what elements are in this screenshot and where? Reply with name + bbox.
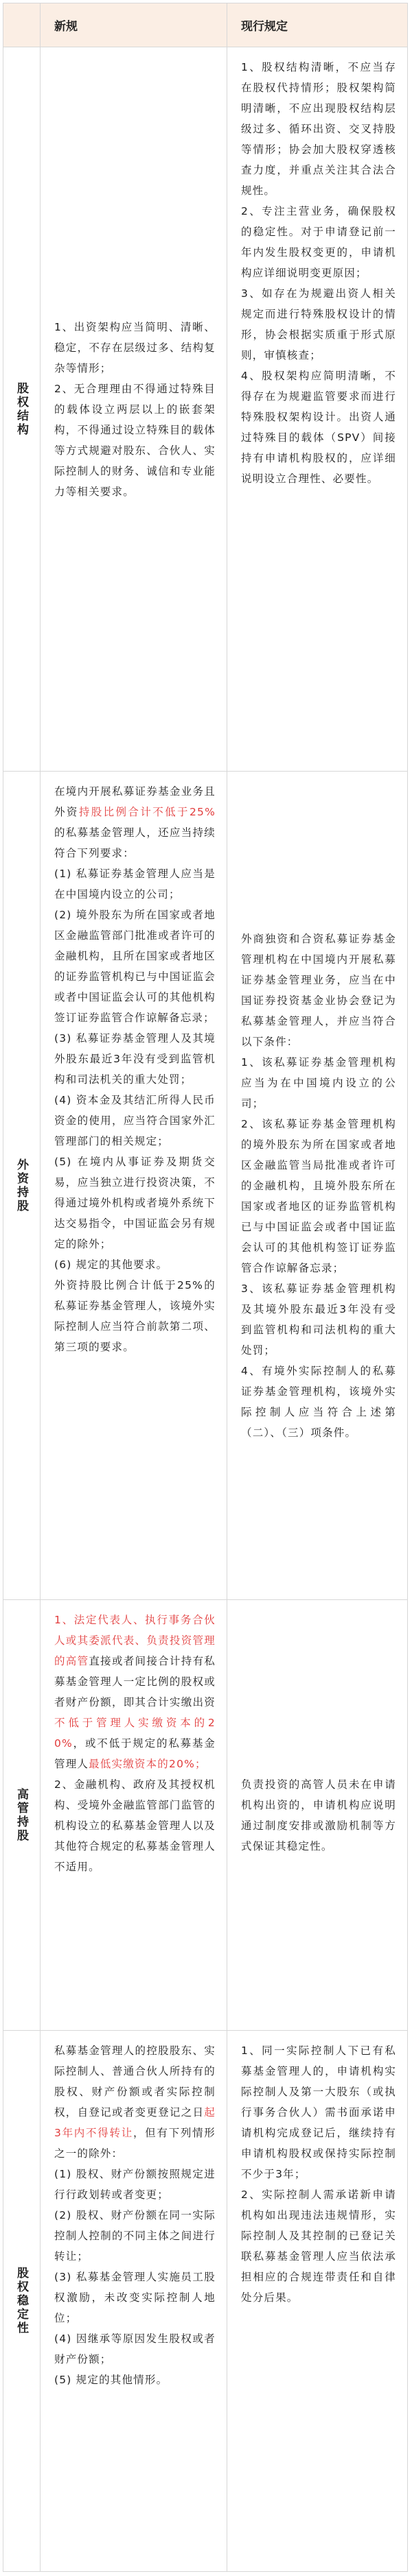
paragraph: 私募基金管理人的控股股东、实际控制人、普通合伙人所持有的股权、财产份额或者实际控制权，自登记或者变更登记之日起3年内不得转让，但有下列情形之一的除外：	[54, 2044, 216, 2160]
paragraph: 4、有境外实际控制人的私募证券基金管理机构，该境外实际控制人应当符合上述第（二）、（三）项条件。	[241, 1364, 396, 1439]
current-rules-text	[227, 47, 407, 496]
highlight-text: 起3年内不得转让	[54, 2106, 216, 2139]
table-row	[3, 47, 407, 772]
new-rules-text	[41, 2031, 227, 2397]
paragraph: (5) 规定的其他情形。	[54, 2374, 168, 2386]
new-rules-cell	[41, 47, 227, 771]
current-rules-text	[227, 929, 407, 1443]
row-topic: 股权结构	[3, 47, 41, 771]
highlight-text: 1、法定代表人、执行事务合伙人或其委派代表、负责投资管理的高管	[54, 1614, 216, 1667]
new-rules-text	[41, 317, 227, 502]
paragraph: 2、该私募证券基金管理机构的境外股东为所在国家或者地区金融监管当局批准或者许可的金融机构，且境外股东所在国家或者地区的证券监管机构已与中国证监会或者中国证监会认可的其他机构签订证券监管合作谅解备忘录；	[241, 1117, 396, 1274]
paragraph: 1、该私募证券基金管理机构应当为在中国境内设立的公司；	[241, 1056, 396, 1110]
header-topic-cell	[3, 3, 41, 47]
paragraph: 1、股权结构清晰，不应当存在股权代持情形；股权架构简明清晰，不应出现股权结构层级过多、循环出资、交叉持股等情形；协会加大股权穿透核查力度，并重点关注其合法合规性。	[241, 61, 396, 197]
header-new-rules: 新规	[41, 3, 227, 47]
current-rules-cell	[227, 772, 407, 1599]
row-topic: 外资持股	[3, 772, 41, 1599]
paragraph: 外商独资和合资私募证券基金管理机构在中国境内开展私募证券基金管理业务，应当在中国证券投资基金业协会登记为私募基金管理人，并应当符合以下条件：	[241, 932, 396, 1048]
paragraph: (4) 因继承等原因发生股权或者财产份额；	[54, 2333, 216, 2365]
paragraph: (1) 股权、财产份额按照规定进行行政划转或者变更；	[54, 2168, 216, 2201]
paragraph: 3、如存在为规避出资人相关规定而进行特殊股权设计的情形，协会根据实质重于形式原则，审慎核查；	[241, 287, 396, 361]
paragraph: 2、实际控制人需承诺新申请机构如出现违法违规情形，实际控制人及其控制的已登记关联私募基金管理人应当依法承担相应的合规连带责任和自律处分后果。	[241, 2189, 396, 2304]
new-rules-text	[41, 772, 227, 1364]
table-header	[3, 3, 407, 47]
paragraph: (4) 资本金及其结汇所得人民币资金的使用，应当符合国家外汇管理部门的相关规定；	[54, 1094, 216, 1147]
paragraph: 3、该私募证券基金管理机构及其境外股东最近3年没有受到监管机构和司法机构的重大处罚；	[241, 1282, 396, 1357]
paragraph: 1、同一实际控制人下已有私募基金管理人的，申请机构实际控制人及第一大股东（或执行事务合伙人）需书面承诺申请机构完成登记后，继续持有申请机构股权或保持实际控制不少于3年；	[241, 2044, 396, 2180]
table-row	[3, 1600, 407, 2031]
current-rules-cell	[227, 2031, 407, 2571]
paragraph: 1、法定代表人、执行事务合伙人或其委派代表、负责投资管理的高管直接或者间接合计持有私募基金管理人一定比例的股权或者财产份额，即其合计实缴出资不低于管理人实缴资本的20%，或不低于规定的私募基金管理人最低实缴资本的20%；	[54, 1614, 216, 1770]
highlight-text: 不低于管理人实缴资本的20%	[54, 1717, 216, 1750]
paragraph: (6) 规定的其他要求。	[54, 1259, 168, 1271]
paragraph: (3) 私募基金管理人实施员工股权激励，未改变实际控制人地位；	[54, 2271, 216, 2324]
highlight-text: 持股比例合计不低于25%	[78, 806, 216, 818]
paragraph: 2、金融机构、政府及其授权机构、受境外金融监管部门监管的机构设立的私募基金管理人以及其他符合规定的私募基金管理人不适用。	[54, 1778, 216, 1873]
comparison-table	[3, 3, 408, 2572]
paragraph: 4、股权架构应简明清晰，不得存在为规避监管要求而进行特殊股权架构设计。出资人通过特殊目的载体（SPV）间接持有申请机构股权的，应详细说明设立合理性、必要性。	[241, 370, 396, 485]
row-topic: 股权稳定性	[3, 2031, 41, 2571]
new-rules-cell	[41, 1600, 227, 2030]
paragraph: (2) 股权、财产份额在同一实际控制人控制的不同主体之间进行转让；	[54, 2209, 216, 2263]
current-rules-cell	[227, 1600, 407, 2030]
paragraph: (3) 私募证券基金管理人及其境外股东最近3年没有受到监管机构和司法机关的重大处罚；	[54, 1032, 216, 1086]
highlight-text: 最低实缴资本的20%；	[89, 1758, 207, 1770]
paragraph: 1、出资架构应当简明、清晰、稳定，不存在层级过多、结构复杂等情形；	[54, 320, 216, 374]
paragraph: 2、无合理理由不得通过特殊目的载体设立两层以上的嵌套架构，不得通过设立特殊目的载体等方式规避对股东、合伙人、实际控制人的财务、诚信和专业能力等相关要求。	[54, 382, 216, 498]
paragraph: (2) 境外股东为所在国家或者地区金融监管部门批准或者许可的金融机构，且所在国家或者地区的证券监管机构已与中国证监会或者中国证监会认可的其他机构签订证券监管合作谅解备忘录；	[54, 909, 216, 1024]
paragraph: (5) 在境内从事证券及期货交易，应当独立进行投资决策，不得通过境外机构或者境外系统下达交易指令，中国证监会另有规定的除外；	[54, 1156, 216, 1250]
table-row	[3, 2031, 407, 2571]
header-current-rules: 现行规定	[241, 20, 288, 34]
new-rules-text	[41, 1600, 227, 1884]
paragraph: 外资持股比例合计低于25%的私募证券基金管理人，该境外实际控制人应当符合前款第二项、第三项的要求。	[54, 1279, 216, 1353]
current-rules-text	[227, 1774, 407, 1857]
table-row	[3, 772, 407, 1600]
row-topic: 高管持股	[3, 1600, 41, 2030]
paragraph: (1) 私募证券基金管理人应当是在中国境内设立的公司；	[54, 868, 216, 901]
paragraph: 2、专注主营业务，确保股权的稳定性。对于申请登记前一年内发生股权变更的，申请机构应详细说明变更原因；	[241, 205, 396, 279]
new-rules-cell	[41, 772, 227, 1599]
current-rules-cell	[227, 47, 407, 771]
paragraph: 负责投资的高管人员未在申请机构出资的，申请机构应说明通过制度安排或激励机制等方式保证其稳定性。	[241, 1778, 396, 1852]
paragraph: 在境内开展私募证券基金业务且外资持股比例合计不低于25%的私募基金管理人，还应当持续符合下列要求：	[54, 785, 216, 859]
current-rules-text	[227, 2031, 407, 2315]
new-rules-cell	[41, 2031, 227, 2571]
